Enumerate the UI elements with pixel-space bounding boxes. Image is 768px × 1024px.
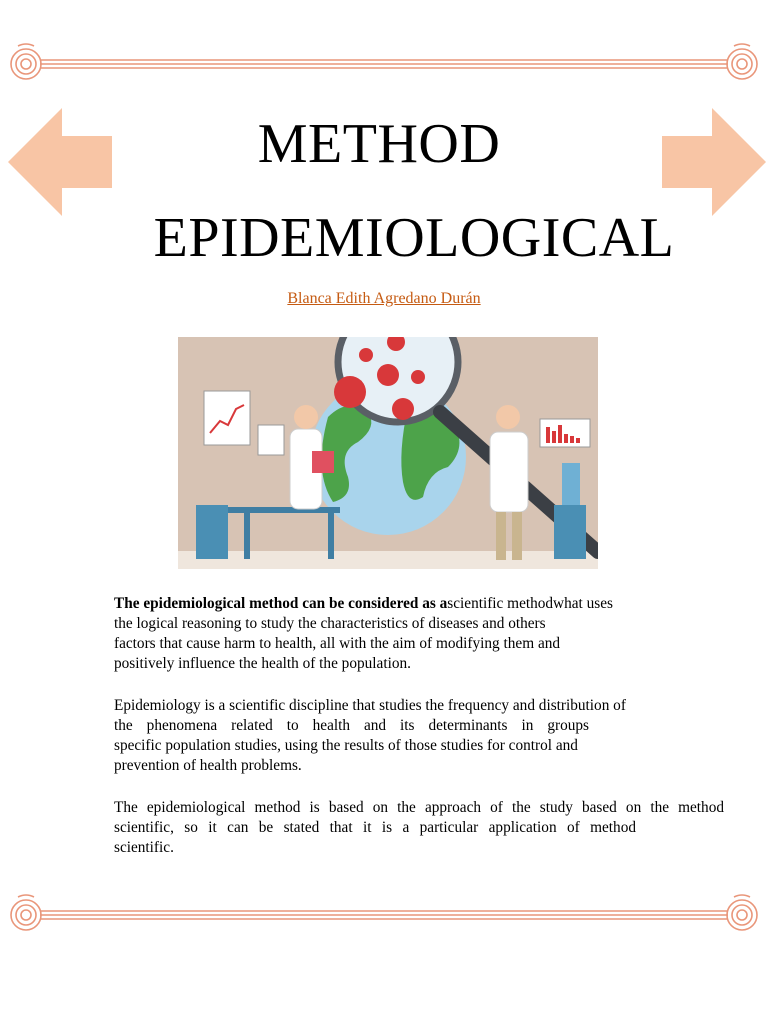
method-line-2: scientific, so it can be stated that it is a particular application of method [114, 819, 636, 836]
method-line-3: scientific. [114, 839, 174, 856]
definition-line-4: prevention of health problems. [114, 757, 302, 774]
intro-line-4: positively influence the health of the population. [114, 655, 411, 672]
definition-line-1: Epidemiology is a scientific discipline that studies the frequency and distribution of [114, 697, 626, 714]
bottom-ornamental-border [6, 893, 762, 937]
paragraph-method-basis [114, 798, 724, 858]
page-title-line-1: METHOD [257, 113, 501, 175]
method-line-1: The epidemiological method is based on the approach of the study based on the method [114, 799, 724, 816]
intro-line-1: scientific methodwhat uses [447, 595, 613, 612]
intro-line-2: the logical reasoning to study the characteristics of diseases and others [114, 615, 546, 632]
paragraph-intro [114, 594, 724, 674]
epidemiology-illustration [178, 337, 598, 569]
intro-line-3: factors that cause harm to health, all with the aim of modifying them and [114, 635, 561, 652]
definition-line-2: the phenomena related to health and its determinants in groups [114, 717, 589, 734]
intro-bold-text: The epidemiological method can be considered as a [114, 595, 448, 612]
definition-line-3: specific population studies, using the results of those studies for control and [114, 737, 578, 754]
page-title-line-2: EPIDEMIOLOGICAL [153, 207, 675, 269]
top-ornamental-border [6, 42, 762, 86]
paragraph-epidemiology-definition [114, 696, 724, 776]
author-name[interactable]: Blanca Edith Agredano Durán [287, 290, 481, 307]
